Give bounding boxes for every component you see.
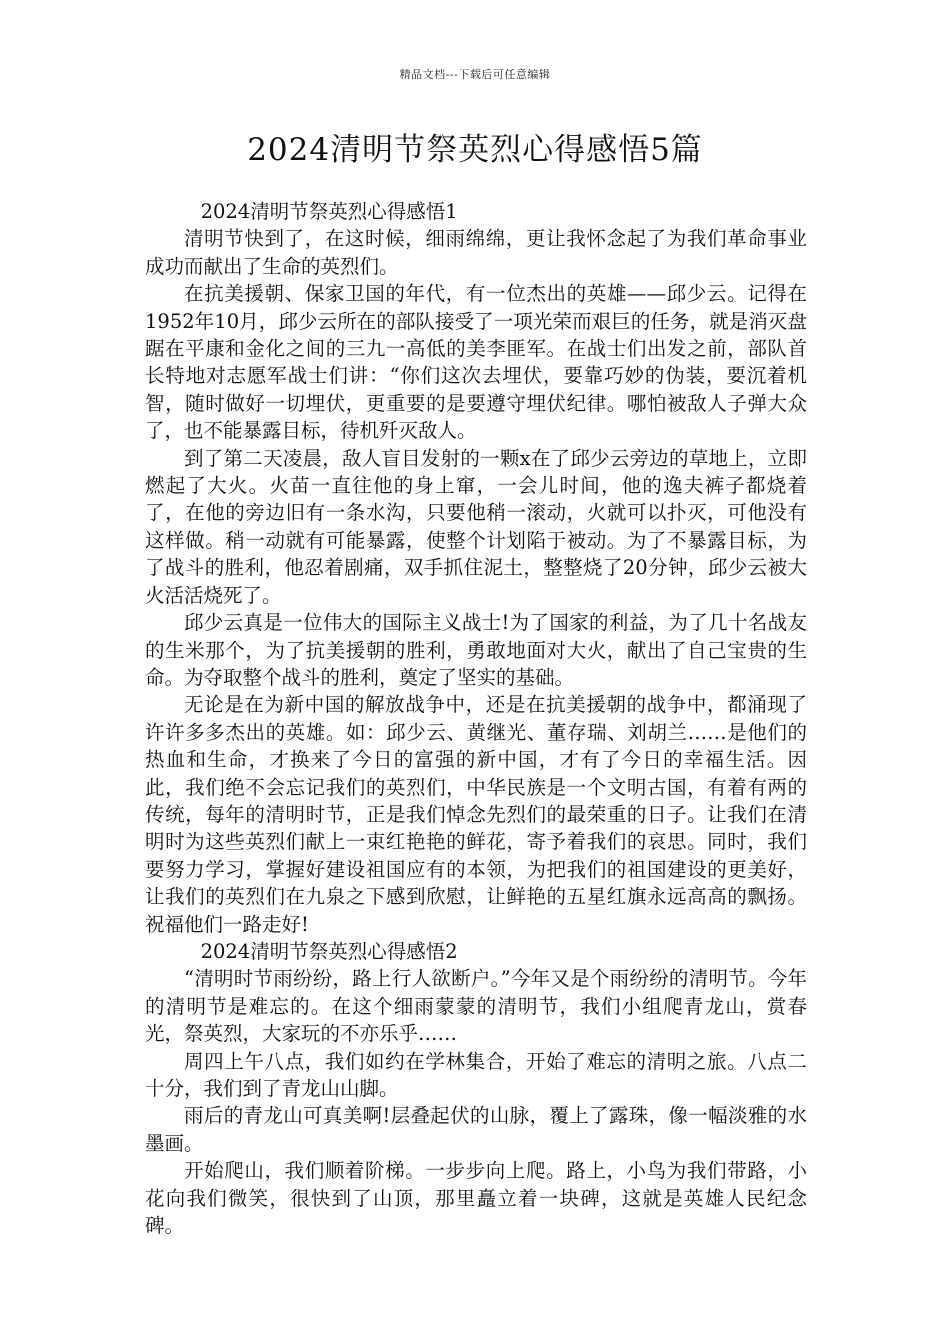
paragraph: 清明节快到了，在这时候，细雨绵绵，更让我怀念起了为我们革命事业成功而献出了生命的英烈们。 xyxy=(145,227,807,278)
paragraph: 邱少云真是一位伟大的国际主义战士!为了国家的利益，为了几十名战友的生米那个，为了抗美援朝的胜利，勇敢地面对大火，献出了自己宝贵的生命。为夺取整个战斗的胜利，奠定了坚实的基础。 xyxy=(145,611,807,689)
paragraph: “清明时节雨纷纷，路上行人欲断户。”今年又是个雨纷纷的清明节。今年的清明节是难忘的。在这个细雨蒙蒙的清明节，我们小组爬青龙山，赏春光，祭英烈，大家玩的不亦乐乎…… xyxy=(145,967,807,1046)
section-heading: 2024清明节祭英烈心得感悟2 xyxy=(200,939,458,963)
document-title: 2024清明节祭英烈心得感悟5篇 xyxy=(247,132,703,168)
document-body xyxy=(145,198,807,1239)
paragraph: 无论是在为新中国的解放战争中，还是在抗美援朝的战争中，都涌现了许许多多杰出的英雄。如：邱少云、黄继光、董存瑞、刘胡兰……是他们的热血和生命，才换来了今日的富强的新中国，才有了今日的幸福生活。因此，我们绝不会忘记我们的英烈们，中华民族是一个文明古国，有着有两的传统，每年的清明时节，正是我们悼念先烈们的最荣重的日子。让我们在清明时为这些英烈们献上一束红艳艳的鲜花，寄予着我们的哀思。同时，我们要努力学习，掌握好建设祖国应有的本领，为把我们的祖国建设的更美好，让我们的英烈们在九泉之下感到欣慰，让鲜艳的五星红旗永远高高的飘扬。祝福他们一路走好! xyxy=(145,693,807,936)
paragraph: 雨后的青龙山可真美啊!层叠起伏的山脉，覆上了露珠，像一幅淡雅的水墨画。 xyxy=(145,1104,807,1155)
paragraph: 到了第二天凌晨，敌人盲目发射的一颗x在了邱少云旁边的草地上，立即燃起了大火。火苗一直往他的身上窜，一会儿时间，他的逸夫裤子都烧着了，在他的旁边旧有一条水沟，只要他稍一滚动，火就可以扑灭，可他没有这样做。稍一动就有可能暴露，使整个计划陷于被动。为了不暴露目标，为了战斗的胜利，他忍着剧痛，双手抓住泥土，整整烧了20分钟，邱少云被大火活活烧死了。 xyxy=(145,446,807,607)
paragraph: 周四上午八点，我们如约在学林集合，开始了难忘的清明之旅。八点二十分，我们到了青龙山山脚。 xyxy=(145,1049,807,1100)
paragraph: 开始爬山，我们顺着阶梯。一步步向上爬。路上，小鸟为我们带路，小花向我们微笑，很快到了山顶，那里矗立着一块碑，这就是英雄人民纪念碑。 xyxy=(145,1159,807,1238)
paragraph: 在抗美援朝、保家卫国的年代，有一位杰出的英雄——邱少云。记得在1952年10月，邱少云所在的部队接受了一项光荣而艰巨的任务，就是消灭盘踞在平康和金化之间的三九一高低的美李匪军。在战士们出发之前，部队首长特地对志愿军战士们讲：“你们这次去埋伏，要靠巧妙的伪装，要沉着机智，随时做好一切埋伏，更重要的是要遵守埋伏纪律。哪怕被敌人子弹大众了，也不能暴露目标，待机歼灭敌人。 xyxy=(145,282,807,443)
section-heading: 2024清明节祭英烈心得感悟1 xyxy=(200,200,458,223)
header-note: 精品文档---下载后可任意编辑 xyxy=(399,68,551,81)
